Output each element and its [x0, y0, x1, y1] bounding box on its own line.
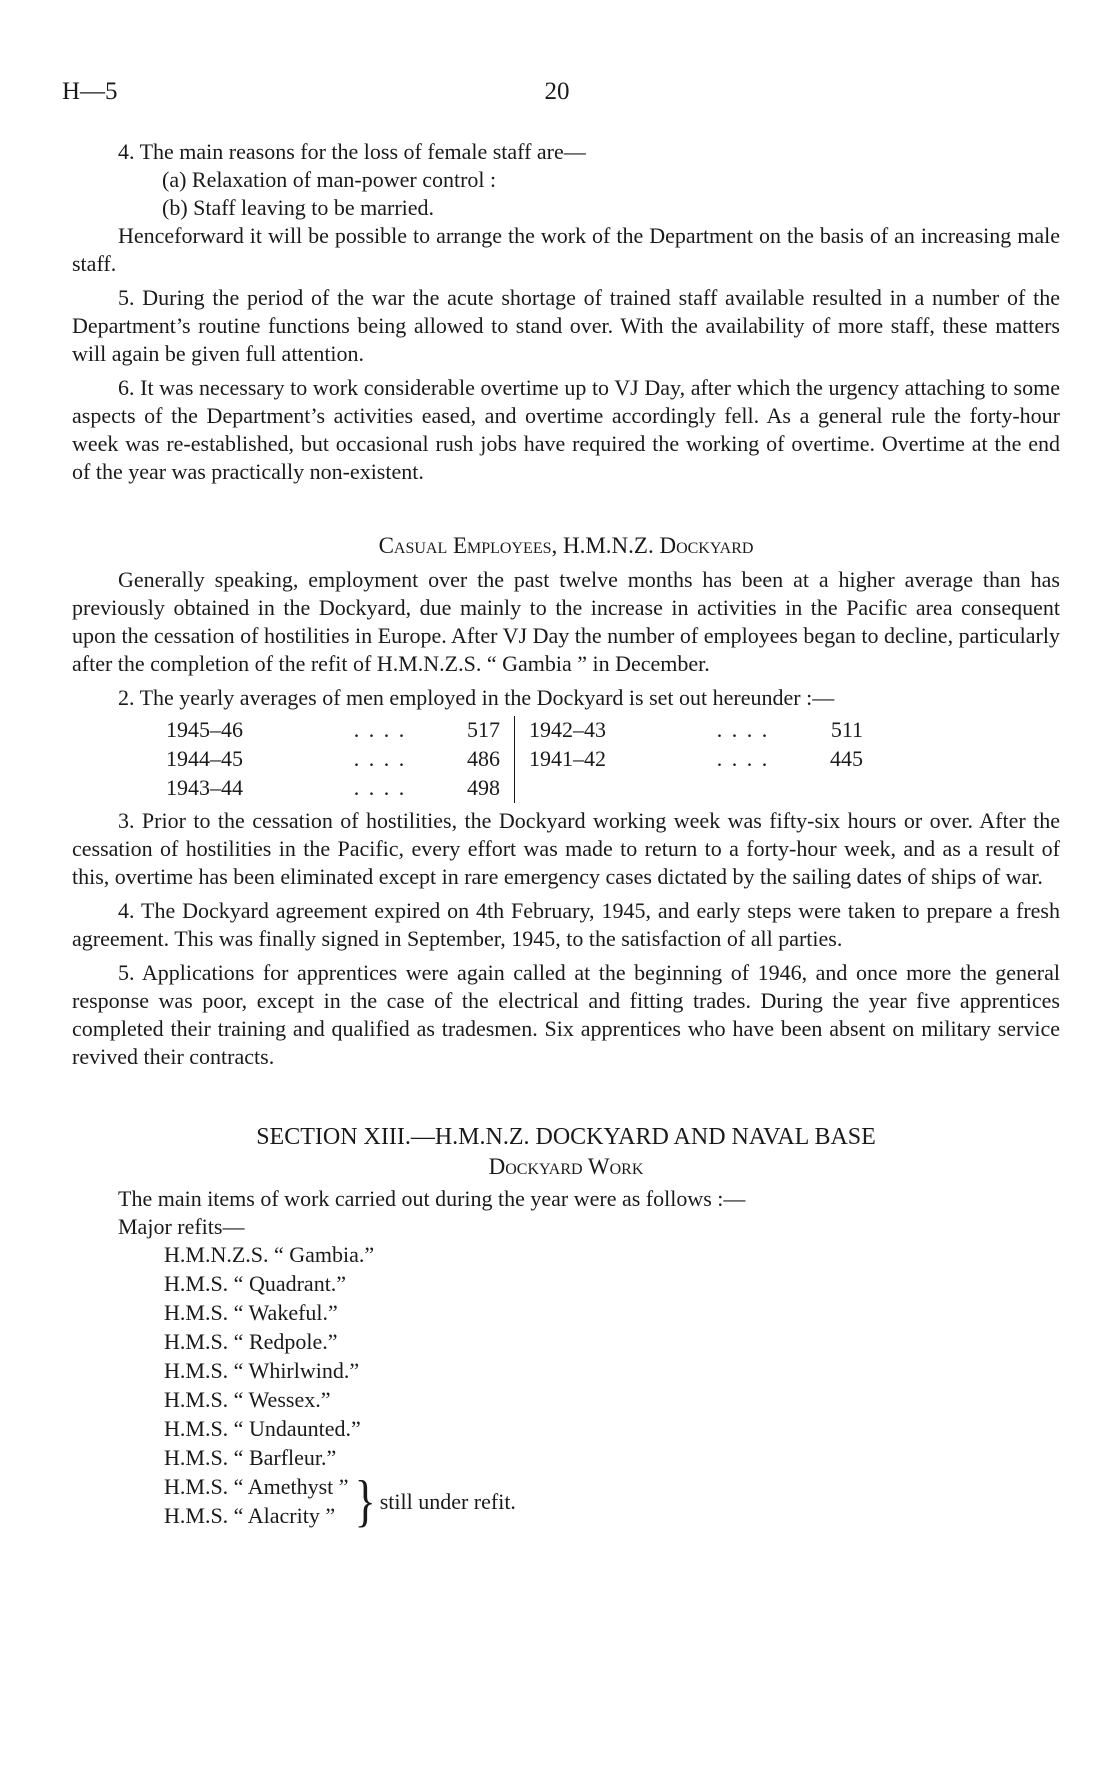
paragraph-4: 4. The main reasons for the loss of female staff are—	[118, 139, 586, 164]
leader-dots	[677, 774, 809, 803]
value-cell: 498	[467, 775, 500, 800]
paragraph-4c: Henceforward it will be possible to arrange the work of the Department on the basis of an increasing male staff.	[72, 223, 1060, 276]
value-cell: 511	[830, 717, 863, 742]
list-item: H.M.S. “ Alacrity ”	[164, 1503, 336, 1528]
page-number: 20	[544, 78, 570, 105]
year-cell: 1942–43	[515, 716, 678, 745]
casual-paragraph-2: 2. The yearly averages of men employed in the Dockyard is set out hereunder :—	[118, 685, 835, 710]
value-cell: 486	[467, 746, 500, 771]
value-cell: 445	[830, 746, 863, 771]
under-refit-ships	[164, 1473, 349, 1531]
paragraph-4b: (b) Staff leaving to be married.	[162, 195, 435, 220]
under-refit-note: still under refit.	[379, 1489, 516, 1514]
list-item: H.M.S. “ Barfleur.”	[164, 1445, 337, 1470]
table-row	[166, 716, 877, 745]
year-cell	[515, 774, 678, 803]
value-cell	[809, 774, 877, 803]
year-cell: 1943–44	[166, 775, 243, 800]
table-row	[166, 774, 877, 803]
leader-dots: . . . .	[716, 746, 770, 771]
leader-dots: . . . .	[353, 746, 407, 771]
leader-dots: . . . .	[353, 717, 407, 742]
list-item: H.M.S. “ Wakeful.”	[164, 1300, 338, 1325]
leader-dots: . . . .	[716, 717, 770, 742]
list-item: H.M.S. “ Amethyst ”	[164, 1474, 349, 1499]
list-item: H.M.N.Z.S. “ Gambia.”	[164, 1242, 375, 1267]
casual-paragraph-5: 5. Applications for apprentices were again called at the beginning of 1946, and once more the general response was poor, except in the case of the electrical and fitting trades. During the year five apprentices completed their training and qualified as tradesmen. Six apprentices who have been absent on military service revived their contracts.	[72, 960, 1060, 1069]
paragraph-6: 6. It was necessary to work considerable overtime up to VJ Day, after which the urgency attaching to some aspects of the Department’s activities eased, and overtime accordingly fell. As a general rule the forty-hour week was re-established, but occasional rush jobs have required the working of overtime. Overtime at the end of the year was practically non-existent.	[72, 375, 1060, 484]
list-item: H.M.S. “ Whirlwind.”	[164, 1358, 360, 1383]
list-item: H.M.S. “ Redpole.”	[164, 1329, 338, 1354]
leader-dots: . . . .	[353, 775, 407, 800]
list-item: H.M.S. “ Quadrant.”	[164, 1271, 347, 1296]
year-cell: 1941–42	[515, 745, 678, 774]
casual-paragraph-3: 3. Prior to the cessation of hostilities, the Dockyard working week was fifty-six hours or over. After the cessation of hostilities in the Pacific, every effort was made to return to a forty-hour week, and as a result of this, overtime has been eliminated except in rare emergency cases dictated by the sailing dates of ships of war.	[72, 808, 1060, 889]
document-body	[72, 138, 1060, 1534]
table-row	[166, 745, 877, 774]
year-cell: 1945–46	[166, 717, 243, 742]
year-cell: 1944–45	[166, 746, 243, 771]
yearly-averages-table	[166, 716, 877, 803]
page-header-code: H—5	[62, 78, 118, 105]
under-refit-group	[164, 1469, 1060, 1534]
work-intro: The main items of work carried out during the year were as follows :—	[118, 1186, 746, 1211]
paragraph-4a: (a) Relaxation of man-power control :	[162, 167, 497, 192]
section-heading: SECTION XIII.—H.M.N.Z. DOCKYARD AND NAVAL BASE	[256, 1124, 876, 1150]
value-cell: 517	[467, 717, 500, 742]
dockyard-work-heading: Dockyard Work	[488, 1154, 644, 1179]
list-item: H.M.S. “ Wessex.”	[164, 1387, 331, 1412]
casual-employees-heading: Casual Employees, H.M.N.Z. Dockyard	[378, 533, 754, 558]
casual-paragraph-4: 4. The Dockyard agreement expired on 4th February, 1945, and early steps were taken to prepare a fresh agreement. This was finally signed in September, 1945, to the satisfaction of all parties.	[72, 898, 1060, 951]
list-item: H.M.S. “ Undaunted.”	[164, 1416, 361, 1441]
casual-paragraph-1: Generally speaking, employment over the past twelve months has been at a higher average than has previously obtained in the Dockyard, due mainly to the increase in activities in the Pacific area consequent upon the cessation of hostilities in Europe. After VJ Day the number of employees began to decline, particularly after the completion of the refit of H.M.N.Z.S. “ Gambia ” in December.	[72, 567, 1060, 676]
paragraph-5: 5. During the period of the war the acute shortage of trained staff available resulted in a number of the Department’s routine functions being allowed to stand over. With the availability of more staff, these matters will again be given full attention.	[72, 285, 1060, 366]
brace-symbol: }	[354, 1469, 376, 1534]
refit-list	[164, 1241, 1060, 1534]
major-refits-label: Major refits—	[118, 1214, 245, 1239]
